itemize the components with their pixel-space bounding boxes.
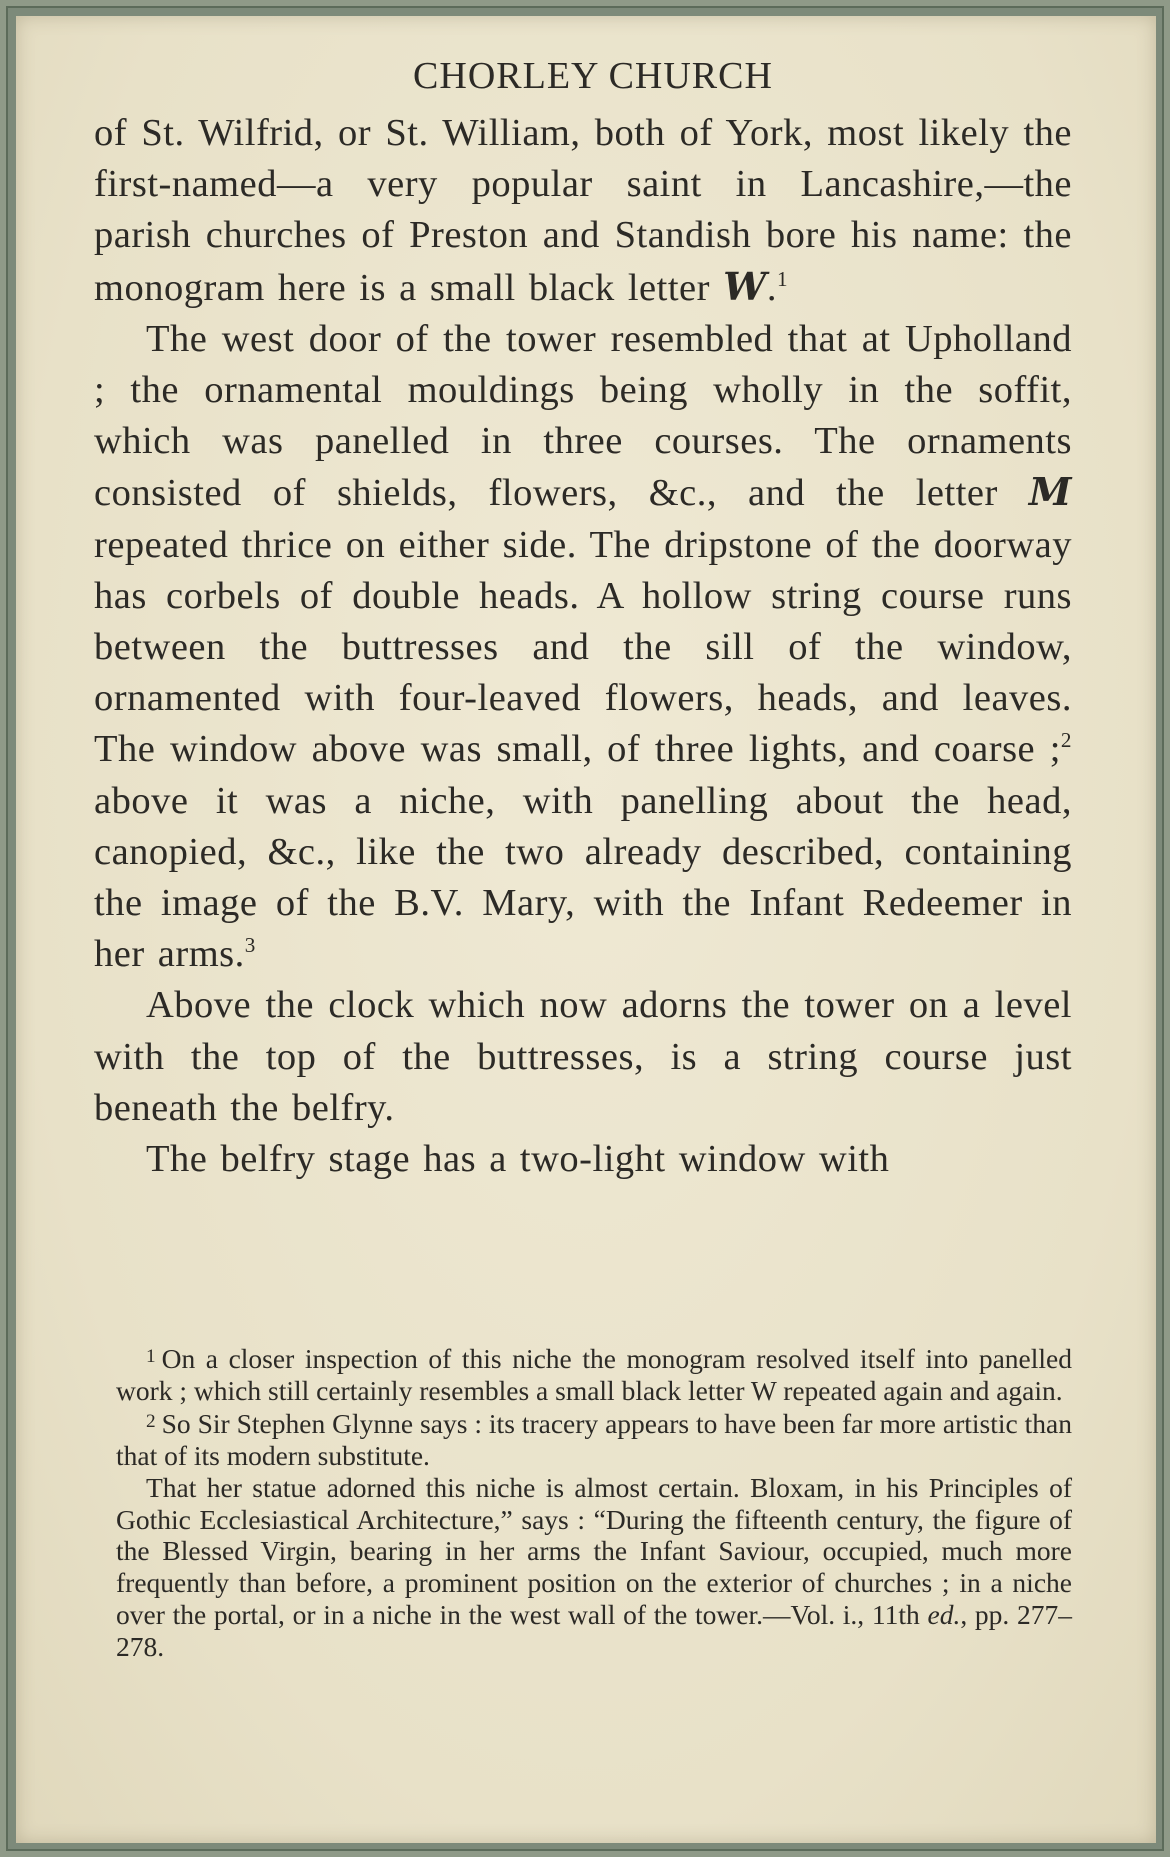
paragraph-2: The west door of the tower resembled that at Upholland ; the ornamental mouldings being wholly in the soffit, which was panelled in three courses. The ornaments consisted of shields, flowers, &c., and the letter M repeated thrice on either side. The dripstone of the doorway has corbels of double heads. A hollow string course runs between the buttresses and the sill of the window, ornamented with four-leaved flowers, heads, and leaves. The window above was small, of three lights, and coarse ;$^2$ above it was a niche, with panelling about the head, canopied, &c., like the two already described, containing the image of the B.V. Mary, with the Infant Redeemer in her arms.$^3$ — [94, 317, 1072, 976]
footnote-mark: 1 — [146, 1346, 156, 1367]
footnote-ref-2[interactable]: 2 — [1060, 728, 1072, 753]
page-frame — [6, 6, 1164, 1851]
footnote-2: $^2$ So Sir Stephen Glynne says : its tracery appears to have been far more artistic than that of its modern substitute. — [116, 1408, 1072, 1471]
footnote-mark: 2 — [146, 1411, 156, 1433]
paragraph-4: The belfry stage has a two-light window with — [146, 1138, 890, 1181]
footnotes — [116, 1341, 1072, 1663]
running-head: CHORLEY CHURCH — [413, 55, 773, 97]
footnote-ref-1[interactable]: 1 — [776, 266, 789, 291]
footnote-3: That her statue adorned this niche is almost certain. Bloxam, in his Principles of Gothic Ecclesiastical Architecture,” says : “During the fifteenth century, the figure of the Blessed Virgin, bearing in her arms the Infant Saviour, occupied, much more frequently than before, a prominent position on the exterior of churches ; in a niche over the portal, or in a niche in the west wall of the tower.—Vol. i., 11th ed., pp. 277–278. — [116, 1471, 1073, 1662]
body-text — [94, 108, 1072, 1185]
blackletter-m-glyph: M — [1028, 470, 1072, 516]
paragraph-3: Above the clock which now adorns the tower on a level with the top of the buttresses, is a string course just beneath the belfry. — [94, 984, 1072, 1129]
book-page — [16, 16, 1156, 1843]
blackletter-w-glyph: W — [723, 264, 767, 310]
paragraph-1: of St. Wilfrid, or St. William, both of York, most likely the first-named—a very popular saint in Lancashire,—the parish churches of Preston and Standish bore his name: the monogram here is a small black letter W.$^1$ — [94, 112, 1072, 310]
footnote-1: $^1$ On a closer inspection of this niche the monogram resolved itself into panelled work ; which still certainly resembles a small black letter W repeated again and again. — [116, 1342, 1072, 1406]
footnote-ref-3[interactable]: 3 — [244, 933, 256, 958]
